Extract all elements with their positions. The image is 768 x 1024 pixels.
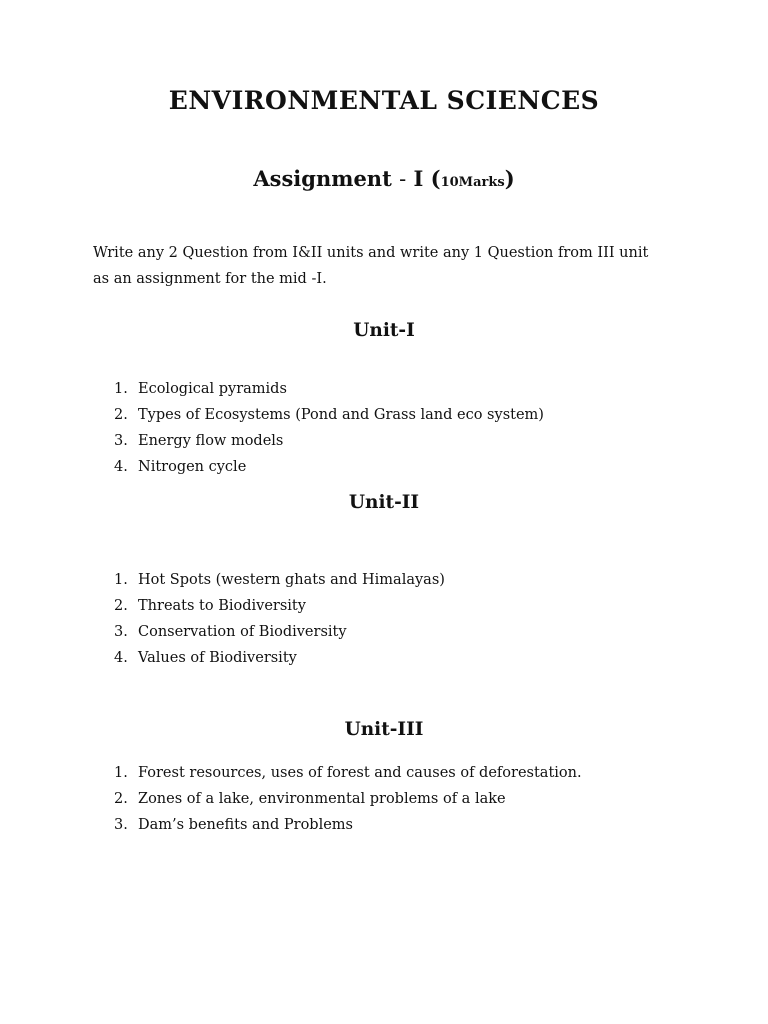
list-item-number: 1. — [114, 572, 128, 588]
list-item-number: 3. — [114, 624, 128, 640]
list-item-text: Hot Spots (western ghats and Himalayas) — [138, 572, 445, 588]
list-item-text: Nitrogen cycle — [138, 459, 247, 475]
list-item — [114, 567, 445, 593]
instructions-line: Write any 2 Question from I&II units and write any 1 Question from III unit — [93, 245, 649, 261]
question-list-unit-3 — [114, 760, 582, 838]
list-item — [114, 593, 445, 619]
list-item-text: Energy flow models — [138, 433, 284, 449]
assignment-marks: 10Marks — [440, 175, 505, 190]
list-item-number: 4. — [114, 459, 128, 475]
instructions-line: as an assignment for the mid -I. — [93, 271, 327, 287]
assignment-label: Assignment — [253, 166, 392, 191]
list-item — [114, 645, 445, 671]
list-item-number: 2. — [114, 791, 128, 807]
list-item-text: Dam’s benefits and Problems — [138, 817, 353, 833]
list-item-text: Types of Ecosystems (Pond and Grass land eco system) — [138, 407, 544, 423]
list-item — [114, 786, 582, 812]
list-item-text: Threats to Biodiversity — [138, 598, 306, 614]
page-title: ENVIRONMENTAL SCIENCES — [168, 86, 600, 115]
list-item-number: 1. — [114, 765, 128, 781]
list-item-text: Zones of a lake, environmental problems of a lake — [138, 791, 506, 807]
list-item-text: Ecological pyramids — [138, 381, 287, 397]
list-item-text: Forest resources, uses of forest and causes of deforestation. — [138, 765, 582, 781]
unit-heading-unit-2: Unit-II — [348, 492, 420, 513]
list-item — [114, 454, 544, 480]
unit-heading-unit-1: Unit-I — [353, 320, 415, 341]
list-item-text: Values of Biodiversity — [138, 650, 297, 666]
list-item — [114, 428, 544, 454]
list-item-number: 1. — [114, 381, 128, 397]
assignment-heading — [0, 166, 768, 191]
list-item-number: 3. — [114, 817, 128, 833]
list-item-number: 2. — [114, 598, 128, 614]
list-item — [114, 619, 445, 645]
list-item — [114, 376, 544, 402]
list-item — [114, 402, 544, 428]
instructions — [93, 240, 693, 292]
unit-heading-unit-3: Unit-III — [344, 719, 424, 740]
marks-close-paren: ) — [504, 166, 515, 191]
marks-open-paren: ( — [430, 166, 441, 191]
list-item — [114, 812, 582, 838]
list-item-text: Conservation of Biodiversity — [138, 624, 347, 640]
assignment-dash: - — [399, 167, 407, 191]
question-list-unit-1 — [114, 376, 544, 480]
list-item-number: 3. — [114, 433, 128, 449]
assignment-number: I — [413, 166, 424, 191]
question-list-unit-2 — [114, 567, 445, 671]
list-item-number: 2. — [114, 407, 128, 423]
list-item-number: 4. — [114, 650, 128, 666]
list-item — [114, 760, 582, 786]
